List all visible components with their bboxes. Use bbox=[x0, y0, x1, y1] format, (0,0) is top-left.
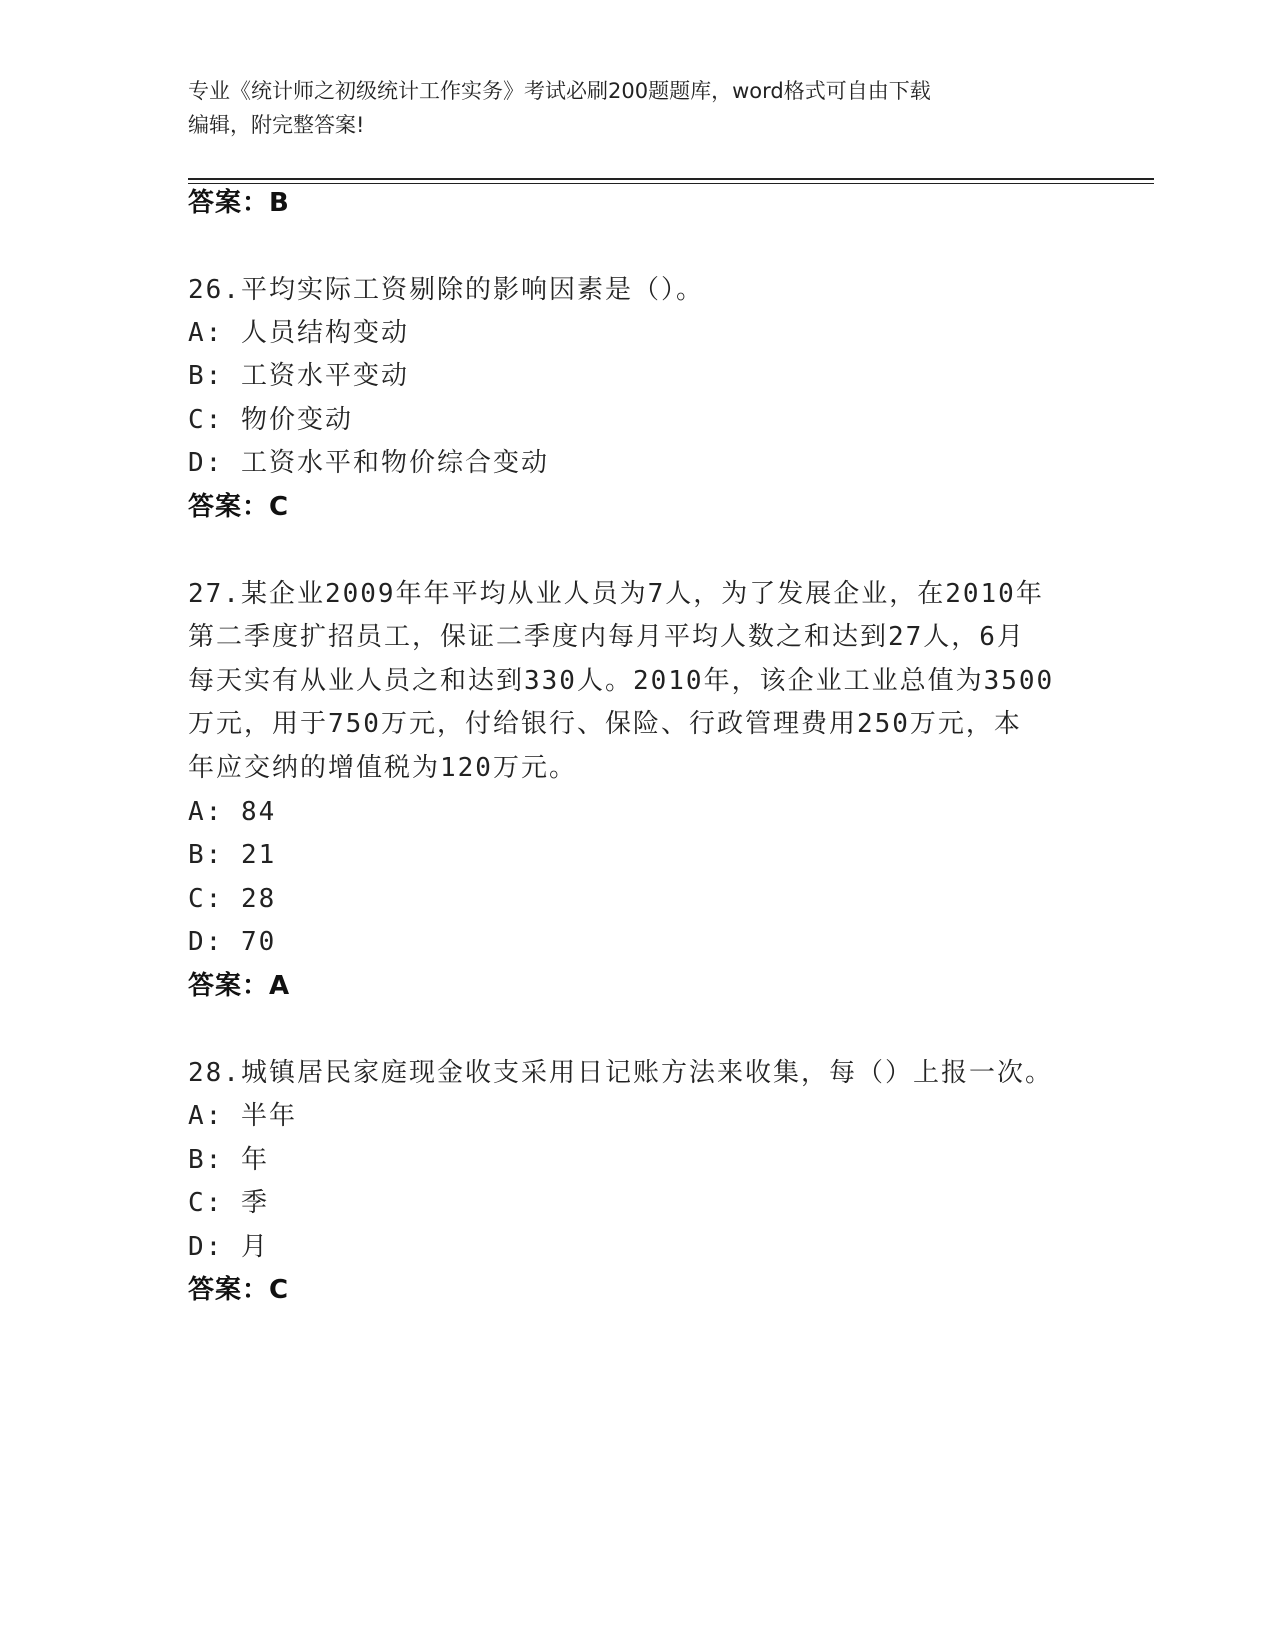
question-27-option-b: B: 21 bbox=[188, 840, 277, 870]
question-26-stem: 26.平均实际工资剔除的影响因素是（）。 bbox=[188, 275, 704, 305]
question-26-option-a: A: 人员结构变动 bbox=[188, 318, 409, 348]
question-28-stem: 28.城镇居民家庭现金收支采用日记账方法来收集，每（）上报一次。 bbox=[188, 1058, 1053, 1088]
question-27-stem-line-4: 万元，用于750万元，付给银行、保险、行政管理费用250万元，本 bbox=[188, 709, 1022, 739]
question-27-option-d: D: 70 bbox=[188, 927, 277, 957]
question-26-answer: 答案：C bbox=[188, 492, 290, 522]
question-26-option-c: C: 物价变动 bbox=[188, 405, 353, 435]
header-line-2: 编辑，附完整答案! bbox=[188, 113, 365, 137]
question-28-option-c: C: 季 bbox=[188, 1188, 269, 1218]
question-26-option-b: B: 工资水平变动 bbox=[188, 361, 409, 391]
question-26-option-d: D: 工资水平和物价综合变动 bbox=[188, 448, 549, 478]
question-27-stem-line-5: 年应交纳的增值税为120万元。 bbox=[188, 753, 577, 783]
question-27-stem-line-3: 每天实有从业人员之和达到330人。2010年，该企业工业总值为3500 bbox=[188, 666, 1055, 696]
header-line-1: 专业《统计师之初级统计工作实务》考试必刷200题题库，word格式可自由下载 bbox=[188, 79, 931, 103]
question-28-option-d: D: 月 bbox=[188, 1232, 269, 1262]
question-27-answer: 答案：A bbox=[188, 971, 291, 1001]
question-27-stem-line-2: 第二季度扩招员工，保证二季度内每月平均人数之和达到27人，6月 bbox=[188, 622, 1025, 652]
header-rule-thick bbox=[188, 178, 1154, 180]
question-27-option-a: A: 84 bbox=[188, 797, 277, 827]
header-rule-thin bbox=[188, 183, 1154, 184]
question-27-option-c: C: 28 bbox=[188, 884, 277, 914]
question-28-answer: 答案：C bbox=[188, 1275, 290, 1305]
answer-prev: 答案：B bbox=[188, 188, 290, 218]
page-header bbox=[188, 74, 1068, 142]
question-27-stem-line-1: 27.某企业2009年年平均从业人员为7人，为了发展企业，在2010年 bbox=[188, 579, 1044, 609]
question-28-option-b: B: 年 bbox=[188, 1145, 269, 1175]
question-28-option-a: A: 半年 bbox=[188, 1101, 297, 1131]
